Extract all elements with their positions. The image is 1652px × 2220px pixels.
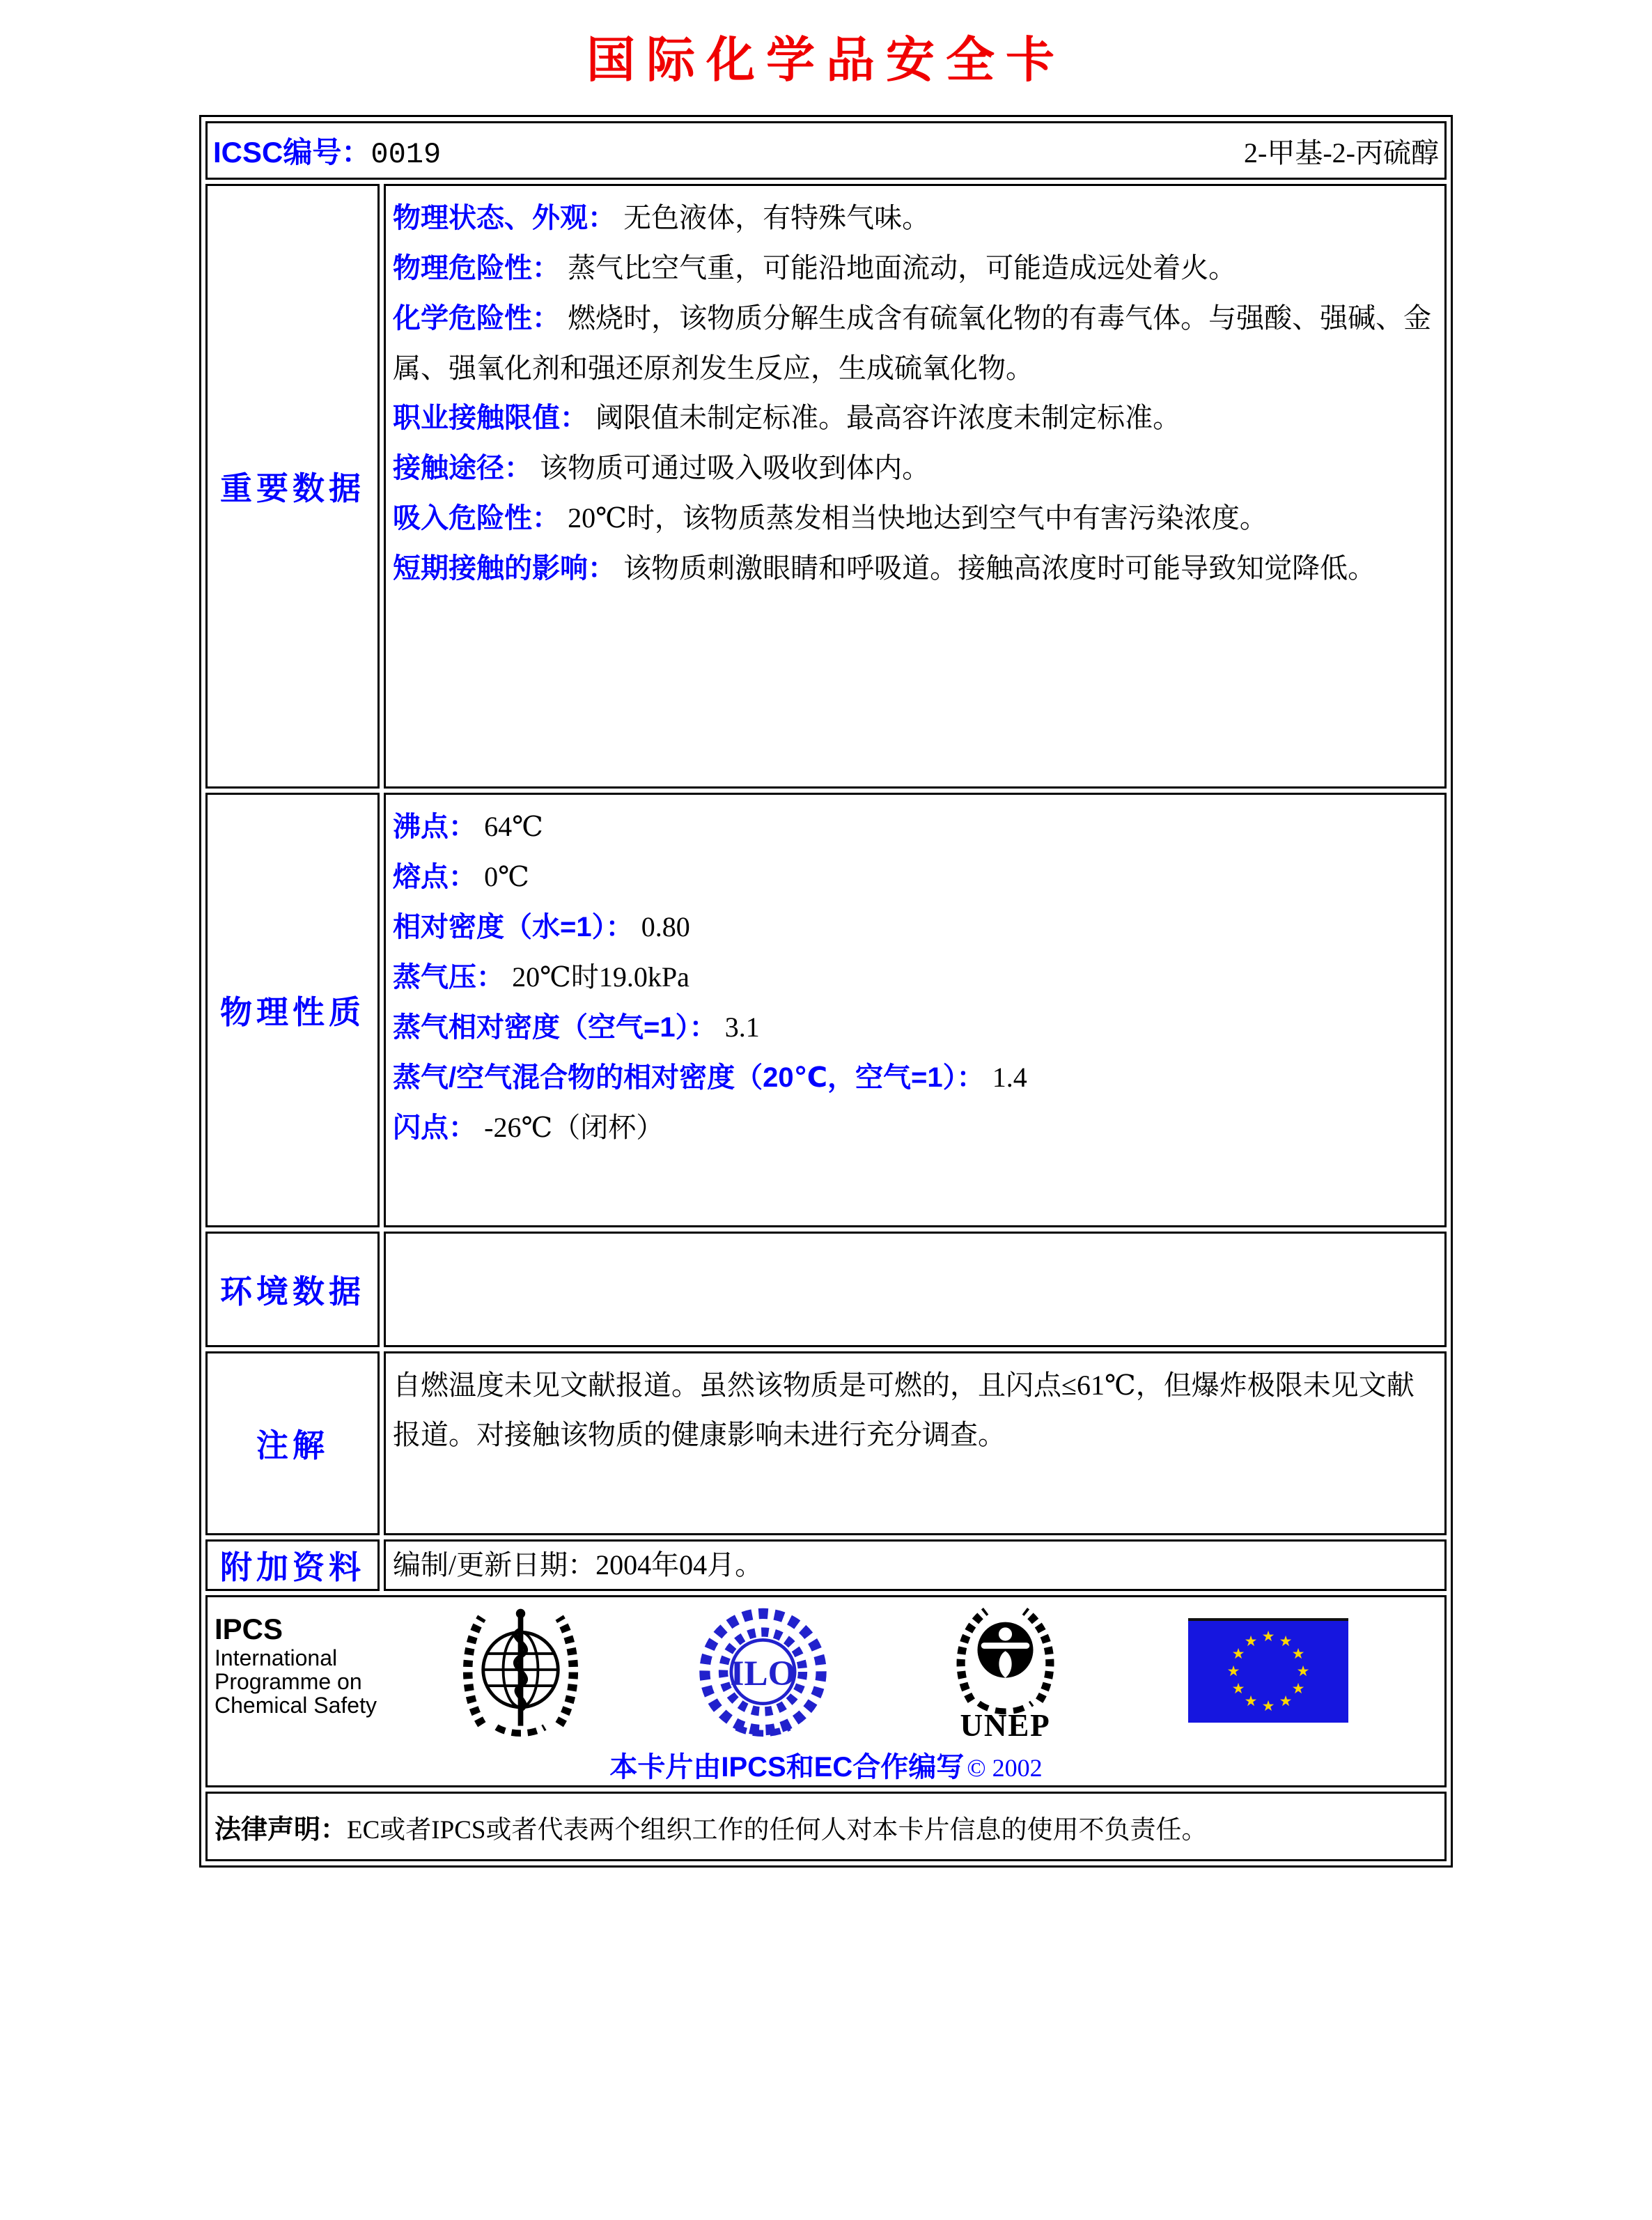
section-label-important-data: 重要数据: [205, 184, 380, 789]
physical-properties-content: [384, 793, 1447, 1227]
svg-text:★: ★: [1261, 1698, 1275, 1714]
legal-notice-cell: [205, 1792, 1447, 1861]
property-value: 20℃时，该物质蒸发相当快地达到空气中有害污染浓度。: [568, 502, 1268, 534]
logos-row: [205, 1595, 1447, 1787]
svg-text:★: ★: [1244, 1693, 1258, 1709]
logos-cell: [205, 1595, 1447, 1787]
ilo-emblem-icon: [695, 1606, 831, 1741]
property-line: [393, 243, 1433, 293]
property-key: 闪点：: [393, 1112, 476, 1143]
property-key: 蒸气相对密度（空气=1）：: [393, 1012, 717, 1043]
important-data-row: [205, 184, 1447, 789]
notes-row: [205, 1351, 1447, 1535]
property-line: [393, 293, 1433, 393]
notes-content: [384, 1351, 1447, 1535]
unep-emblem-icon: [944, 1601, 1066, 1744]
property-line: [393, 952, 1433, 1002]
property-key: 物理状态、外观：: [393, 203, 616, 233]
property-key: 职业接触限值：: [393, 403, 588, 433]
cooperation-caption: [208, 1745, 1444, 1785]
eu-flag-icon: [1188, 1618, 1348, 1726]
environmental-data-content: [384, 1232, 1447, 1347]
svg-text:★: ★: [1291, 1680, 1305, 1697]
svg-text:★: ★: [1279, 1633, 1293, 1650]
physical-properties-row: [205, 793, 1447, 1227]
ipcs-line: International: [215, 1645, 338, 1670]
svg-text:★: ★: [1261, 1628, 1275, 1645]
icsc-number-label: ICSC编号：: [213, 136, 371, 169]
additional-info-row: [205, 1539, 1447, 1591]
property-value: 64℃: [484, 811, 543, 842]
property-key: 化学危险性：: [393, 303, 560, 334]
who-emblem-icon: [453, 1603, 589, 1740]
ipcs-line: Chemical Safety: [215, 1693, 377, 1718]
section-label-environmental-data: 环境数据: [205, 1232, 380, 1347]
svg-text:★: ★: [1231, 1645, 1245, 1662]
property-line: [393, 902, 1433, 952]
svg-text:★: ★: [1231, 1680, 1245, 1697]
ipcs-acronym: IPCS: [215, 1613, 283, 1645]
additional-info-content: 编制/更新日期：2004年04月。: [384, 1539, 1447, 1591]
property-key: 短期接触的影响：: [393, 553, 616, 584]
property-key: 蒸气压：: [393, 962, 504, 993]
property-line: [393, 802, 1433, 852]
ipcs-line: Programme on: [215, 1669, 362, 1694]
property-key: 接触途径：: [393, 453, 532, 483]
ilo-monogram: ILO: [730, 1654, 796, 1693]
important-data-content: [384, 184, 1447, 789]
property-key: 沸点：: [393, 812, 476, 842]
property-line: [393, 493, 1433, 543]
property-value: -26℃（闭杯）: [484, 1112, 664, 1143]
legal-notice-label: 法律声明：: [215, 1815, 348, 1845]
legal-row: [205, 1792, 1447, 1861]
svg-text:★: ★: [1244, 1633, 1258, 1650]
caption-text: 本卡片由IPCS和EC合作编写: [609, 1752, 965, 1783]
chemical-name: 2-甲基-2-丙硫醇: [1244, 137, 1439, 169]
property-line: [393, 1053, 1433, 1103]
ipcs-text-block: [215, 1613, 377, 1717]
page-title: 国际化学品安全卡: [586, 33, 1066, 87]
icsc-number: [213, 130, 441, 171]
section-label-additional-info: 附加资料: [205, 1539, 380, 1591]
icsc-card-table: [199, 115, 1453, 1868]
property-line: [393, 193, 1433, 243]
property-value: 无色液体，有特殊气味。: [623, 202, 930, 233]
property-value: 1.4: [992, 1062, 1027, 1093]
svg-text:★: ★: [1296, 1663, 1310, 1679]
property-value: 该物质刺激眼睛和呼吸道。接触高浓度时可能导致知觉降低。: [623, 552, 1376, 584]
property-key: 蒸气/空气混合物的相对密度（20℃，空气=1）：: [393, 1062, 985, 1093]
property-value: 蒸气比空气重，可能沿地面流动，可能造成远处着火。: [568, 252, 1237, 284]
svg-text:★: ★: [1226, 1663, 1240, 1679]
property-line: [393, 443, 1433, 493]
unep-label: UNEP: [960, 1708, 1051, 1741]
property-key: 物理危险性：: [393, 253, 560, 284]
property-key: 吸入危险性：: [393, 503, 560, 534]
property-value: 燃烧时，该物质分解生成含有硫氧化物的有毒气体。与强酸、强碱、金属、强氧化剂和强还原剂发生反应，生成硫氧化物。: [393, 302, 1432, 384]
header-cell: [205, 121, 1447, 180]
property-key: 相对密度（水=1）：: [393, 912, 634, 942]
notes-text: 自燃温度未见文献报道。虽然该物质是可燃的，且闪点≤61℃，但爆炸极限未见文献报道。对接触该物质的健康影响未进行充分调查。: [393, 1369, 1415, 1450]
property-key: 熔点：: [393, 862, 476, 892]
property-value: 3.1: [724, 1011, 760, 1043]
property-line: [393, 393, 1433, 443]
physical-properties-lines: [393, 802, 1433, 1153]
property-line: [393, 852, 1433, 902]
icsc-number-value: 0019: [371, 138, 442, 171]
header-row: [205, 121, 1447, 180]
svg-text:★: ★: [1279, 1693, 1293, 1709]
legal-notice-text: EC或者IPCS或者代表两个组织工作的任何人对本卡片信息的使用不负责任。: [347, 1815, 1208, 1845]
property-line: [393, 543, 1433, 593]
section-label-physical-properties: 物理性质: [205, 793, 380, 1227]
property-value: 20℃时19.0kPa: [512, 961, 689, 993]
property-line: [393, 1103, 1433, 1153]
section-label-notes: 注解: [205, 1351, 380, 1535]
copyright-text: © 2002: [967, 1754, 1043, 1782]
environmental-data-row: [205, 1232, 1447, 1347]
property-value: 0.80: [641, 911, 690, 942]
property-line: [393, 1002, 1433, 1053]
property-value: 阈限值未制定标准。最高容许浓度未制定标准。: [595, 402, 1181, 433]
property-value: 0℃: [484, 861, 529, 892]
important-data-lines: [393, 193, 1433, 593]
property-value: 该物质可通过吸入吸收到体内。: [540, 452, 930, 483]
svg-text:★: ★: [1291, 1645, 1305, 1662]
